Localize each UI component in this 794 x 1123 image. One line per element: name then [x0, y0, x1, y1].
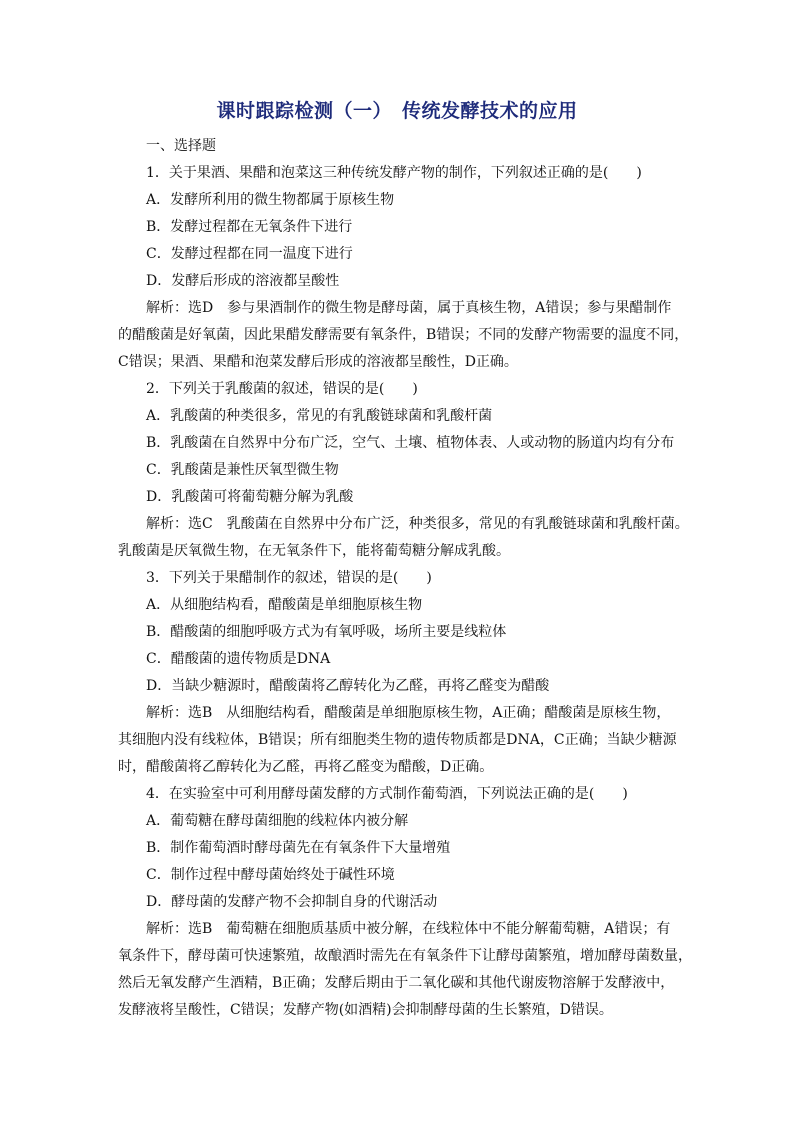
- analysis-block: [118, 295, 689, 376]
- option-a: A．葡萄糖在酵母菌细胞的线粒体内被分解: [146, 813, 409, 829]
- analysis-line: 然后无氧发酵产生酒精，B正确；发酵后期由于二氧化碳和其他代谢废物溶解于发酵液中，: [118, 975, 675, 991]
- question-block: [118, 781, 692, 1024]
- analysis-line: 解析：选D 参与果酒制作的微生物是酵母菌，属于真核生物，A错误；参与果醋制作: [146, 300, 672, 316]
- analysis-line: 解析：选C 乳酸菌在自然界中分布广泛，种类很多，常见的有乳酸链球菌和乳酸杆菌。: [146, 516, 689, 532]
- analysis-block: [118, 916, 692, 1024]
- question-stem: 2．下列关于乳酸菌的叙述，错误的是( ): [146, 381, 418, 397]
- analysis-block: [118, 700, 684, 781]
- analysis-block: [118, 511, 689, 565]
- option-c: C．醋酸菌的遗传物质是DNA: [146, 651, 331, 667]
- option-d: D．酵母菌的发酵产物不会抑制自身的代谢活动: [146, 894, 438, 910]
- question-stem: 4．在实验室中可利用酵母菌发酵的方式制作葡萄酒，下列说法正确的是( ): [146, 786, 628, 802]
- analysis-line: 氧条件下，酵母菌可快速繁殖，故酿酒时需先在有氧条件下让酵母菌繁殖，增加酵母菌数量，: [118, 948, 692, 964]
- analysis-line: 乳酸菌是厌氧微生物，在无氧条件下，能将葡萄糖分解成乳酸。: [118, 543, 510, 559]
- option-b: B．制作葡萄酒时酵母菌先在有氧条件下大量增殖: [146, 840, 451, 856]
- option-b: B．醋酸菌的细胞呼吸方式为有氧呼吸，场所主要是线粒体: [146, 624, 507, 640]
- question-block: [118, 376, 689, 565]
- analysis-line: 时，醋酸菌将乙醇转化为乙醛，再将乙醛变为醋酸，D正确。: [118, 759, 494, 775]
- question-stem: 3．下列关于果醋制作的叙述，错误的是( ): [146, 570, 432, 586]
- analysis-line: 解析：选B 从细胞结构看，醋酸菌是单细胞原核生物，A正确；醋酸菌是原核生物，: [146, 705, 671, 721]
- question-block: [118, 160, 689, 376]
- analysis-line: 发酵液将呈酸性，C错误；发酵产物(如酒精)会抑制酵母菌的生长繁殖，D错误。: [118, 1002, 613, 1018]
- option-a: A．发酵所利用的微生物都属于原核生物: [146, 192, 395, 208]
- section-heading: 一、选择题: [146, 138, 216, 154]
- analysis-line: C错误；果酒、果醋和泡菜发酵后形成的溶液都呈酸性，D正确。: [118, 354, 518, 370]
- page-title: 课时跟踪检测（一） 传统发酵技术的应用: [216, 100, 578, 122]
- option-d: D．当缺少糖源时，醋酸菌将乙醇转化为乙醛，再将乙醛变为醋酸: [146, 678, 550, 694]
- option-a: A．从细胞结构看，醋酸菌是单细胞原核生物: [146, 597, 423, 613]
- option-c: C．制作过程中酵母菌始终处于碱性环境: [146, 867, 395, 883]
- analysis-line: 解析：选B 葡萄糖在细胞质基质中被分解，在线粒体中不能分解葡萄糖，A错误；有: [146, 921, 671, 937]
- option-b: B．乳酸菌在自然界中分布广泛，空气、土壤、植物体表、人或动物的肠道内均有分布: [146, 435, 675, 451]
- option-c: C．乳酸菌是兼性厌氧型微生物: [146, 462, 339, 478]
- question-block: [118, 565, 684, 781]
- analysis-line: 的醋酸菌是好氧菌，因此果醋发酵需要有氧条件，B错误；不同的发酵产物需要的温度不同，: [118, 327, 689, 343]
- option-c: C．发酵过程都在同一温度下进行: [146, 246, 353, 262]
- document-body: [118, 133, 692, 1024]
- option-d: D．乳酸菌可将葡萄糖分解为乳酸: [146, 489, 354, 505]
- option-b: B．发酵过程都在无氧条件下进行: [146, 219, 353, 235]
- question-stem: 1．关于果酒、果醋和泡菜这三种传统发酵产物的制作，下列叙述正确的是( ): [146, 165, 642, 181]
- option-a: A．乳酸菌的种类很多，常见的有乳酸链球菌和乳酸杆菌: [146, 408, 493, 424]
- option-d: D．发酵后形成的溶液都呈酸性: [146, 273, 340, 289]
- analysis-line: 其细胞内没有线粒体，B错误；所有细胞类生物的遗传物质都是DNA，C正确；当缺少糖源: [118, 732, 677, 748]
